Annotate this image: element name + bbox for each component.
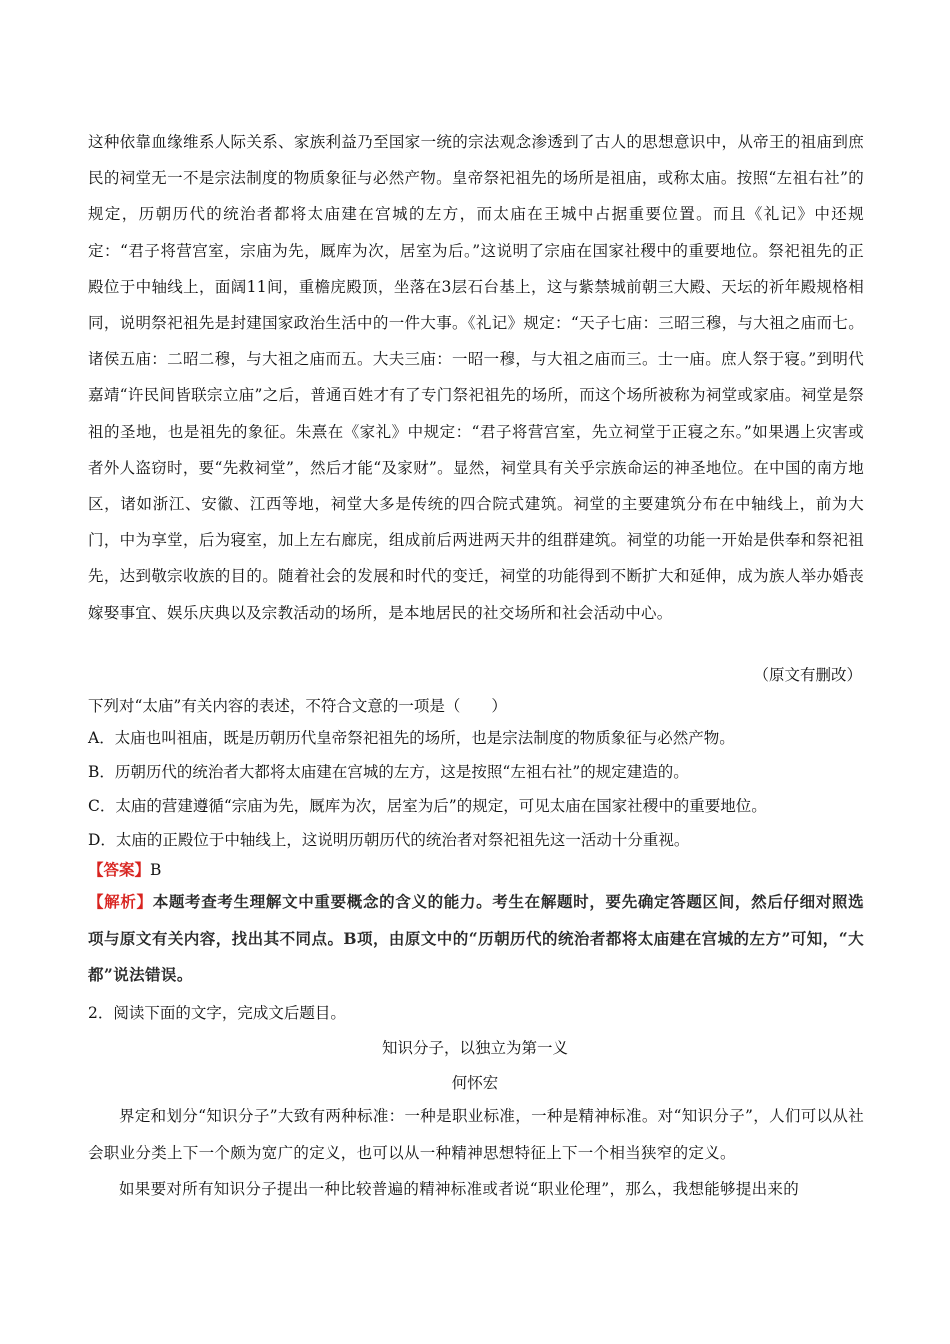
reading-passage [88, 124, 864, 631]
analysis-text: 本题考查考生理解文中重要概念的含义的能力。考生在解题时，要先确定答题区间，然后仔细对照选项与原文有关内容，找出其不同点。B项，由原文中的“历朝历代的统治者都将太庙建在宫城的左方”可知，“大都”说法错误。 [88, 892, 864, 984]
option-d: D．太庙的正殿位于中轴线上，这说明历朝历代的统治者对祭祀祖先这一活动十分重视。 [88, 831, 690, 849]
article-author: 何怀宏 [451, 1074, 499, 1092]
option-a: A．太庙也叫祖庙，既是历朝历代皇帝祭祀祖先的场所，也是宗法制度的物质象征与必然产物。 [88, 729, 735, 747]
article-paragraph: 界定和划分“知识分子”大致有两种标准：一种是职业标准，一种是精神标准。对“知识分子”，人们可以从社会职业分类上下一个颇为宽广的定义，也可以从一种精神思想特征上下一个相当狭窄的定义。 [88, 1107, 864, 1162]
answer-line [88, 857, 161, 883]
answer-value: B [150, 861, 162, 879]
passage-paragraph: 这种依靠血缘维系人际关系、家族利益乃至国家一统的宗法观念渗透到了古人的思想意识中，从帝王的祖庙到庶民的祠堂无一不是宗法制度的物质象征与必然产物。皇帝祭祀祖先的场所是祖庙，或称太庙。按照“左祖右社”的规定，历朝历代的统治者都将太庙建在宫城的左方，而太庙在王城中占据重要位置。而且《礼记》中还规定：“君子将营宫室，宗庙为先，厩库为次，居室为后。”这说明了宗庙在国家社稷中的重要地位。祭祀祖先的正殿位于中轴线上，面阔11间，重檐庑殿顶，坐落在3层石台基上，这与紫禁城前朝三大殿、天坛的祈年殿规格相同，说明祭祀祖先是封建国家政治生活中的一件大事。《礼记》规定：“天子七庙：三昭三穆，与大祖之庙而七。诸侯五庙：二昭二穆，与大祖之庙而五。大夫三庙：一昭一穆，与大祖之庙而三。士一庙。庶人祭于寝。”到明代嘉靖“许民间皆联宗立庙”之后，普通百姓才有了专门祭祀祖先的场所，而这个场所被称为祠堂或家庙。祠堂是祭祖的圣地，也是祖先的象征。朱熹在《家礼》中规定：“君子将营宫室，先立祠堂于正寝之东。”如果遇上灾害或者外人盗窃时，要“先救祠堂”，然后才能“及家财”。显然，祠堂具有关乎宗族命运的神圣地位。在中国的南方地区，诸如浙江、安徽、江西等地，祠堂大多是传统的四合院式建筑。祠堂的主要建筑分布在中轴线上，前为大门，中为享堂，后为寝室，加上左右廊庑，组成前后两进两天井的组群建筑。祠堂的功能一开始是供奉和祭祀祖先，达到敬宗收族的目的。随着社会的发展和时代的变迁，祠堂的功能得到不断扩大和延伸，成为族人举办婚丧嫁娶事宜、娱乐庆典以及宗教活动的场所，是本地居民的社交场所和社会活动中心。 [88, 133, 864, 622]
article-body [88, 1098, 864, 1208]
option-b: B．历朝历代的统治者大都将太庙建在宫城的左方，这是按照“左祖右社”的规定建造的。 [88, 763, 689, 781]
analysis-block [88, 884, 864, 994]
question-2-stem: 2．阅读下面的文字，完成文后题目。 [88, 1004, 346, 1022]
article-paragraph: 如果要对所有知识分子提出一种比较普遍的精神标准或者说“职业伦理”，那么，我想能够提出来的 [119, 1180, 800, 1198]
analysis-tag: 【解析】 [88, 892, 153, 911]
article-title: 知识分子，以独立为第一义 [381, 1039, 568, 1057]
question-1-stem: 下列对“太庙”有关内容的表述，不符合文意的一项是（ ） [88, 697, 507, 715]
answer-tag: 【答案】 [88, 860, 151, 879]
option-c: C．太庙的营建遵循“宗庙为先，厩库为次，居室为后”的规定，可见太庙在国家社稷中的重要地位。 [88, 797, 767, 815]
source-note: （原文有删改） [753, 666, 862, 684]
